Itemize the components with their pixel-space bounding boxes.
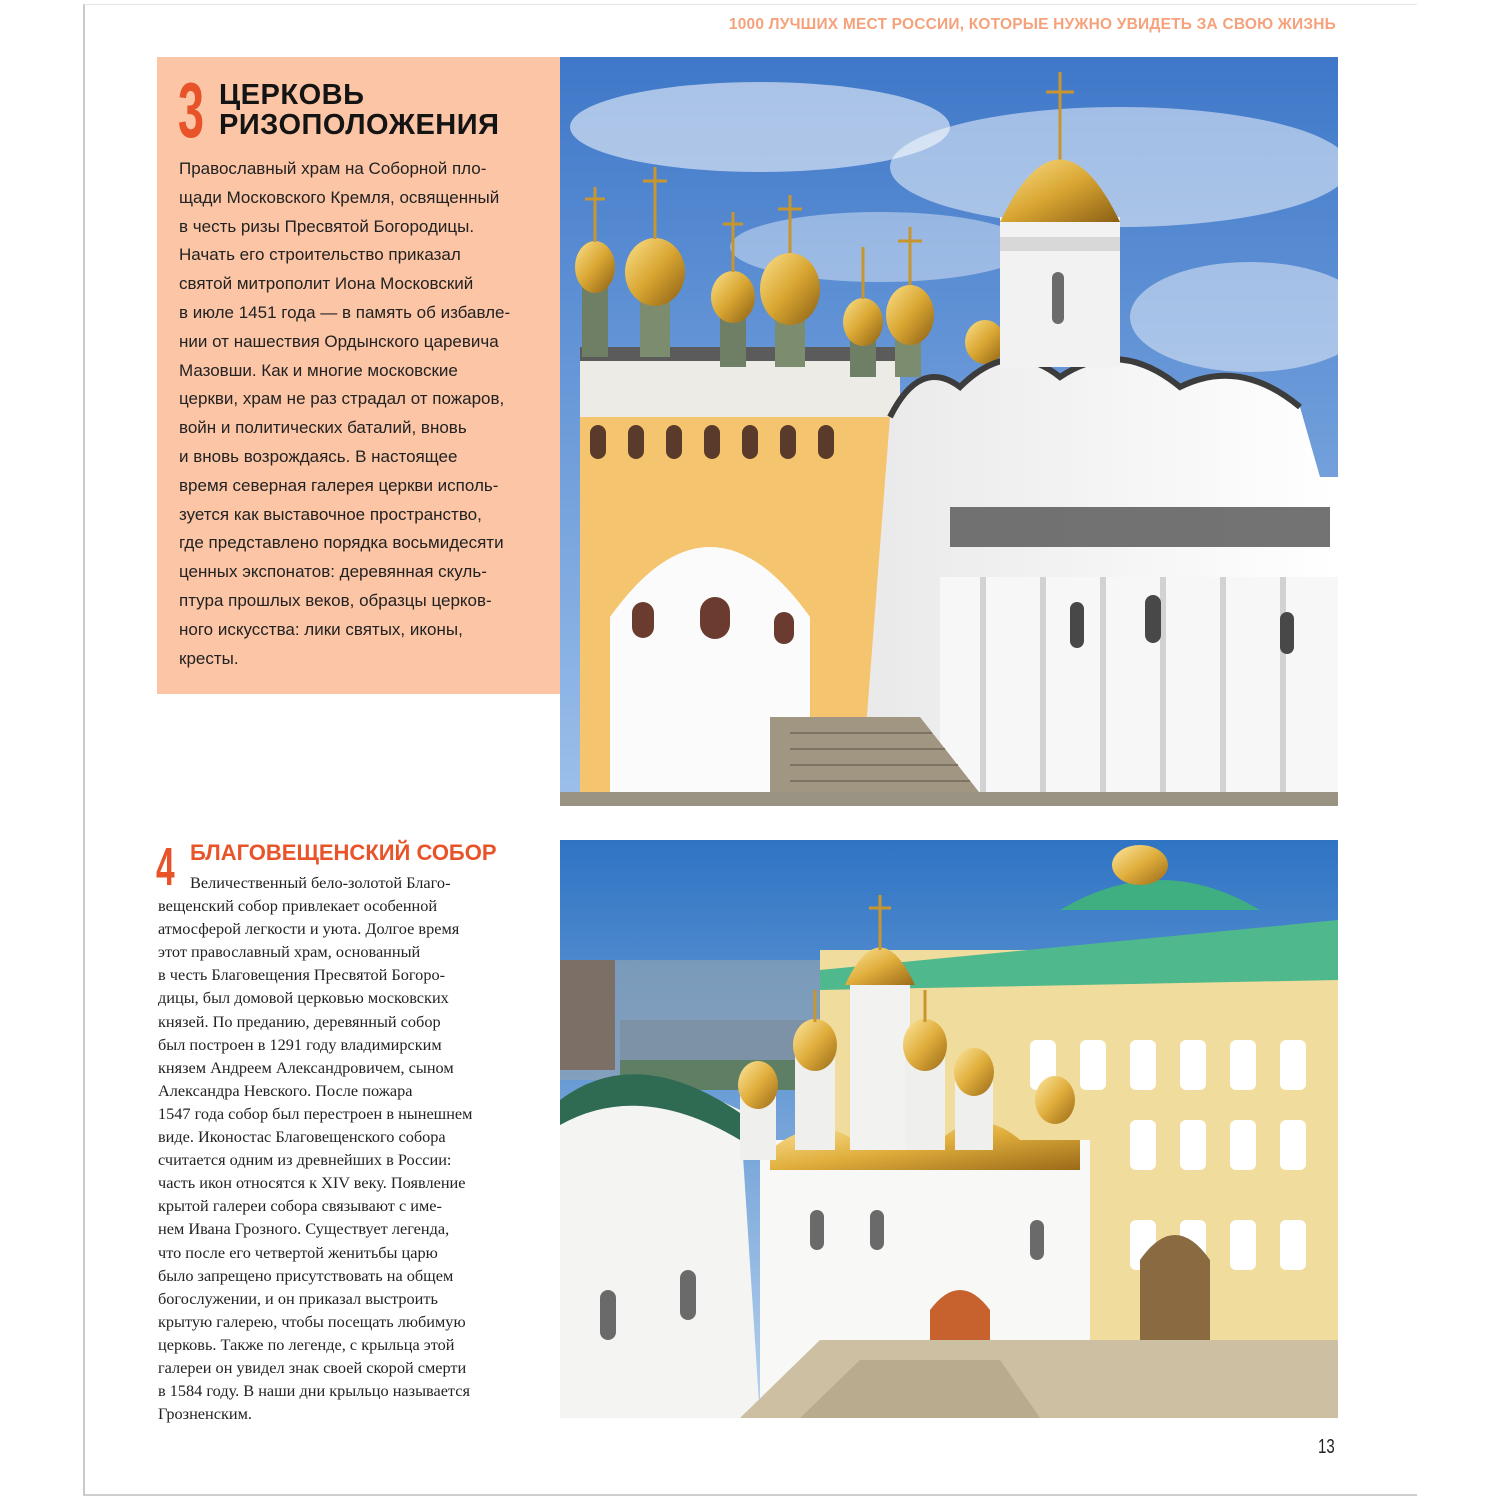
- running-head: 1000 ЛУЧШИХ МЕСТ РОССИИ, КОТОРЫЕ НУЖНО УВИДЕТЬ ЗА СВОЮ ЖИЗНЬ: [728, 16, 1336, 33]
- entry-4-rest: вещенский собор привлекает особенной атмосферой легкости и уюта. Долгое время этот православный храм, основанный в честь Благовещения Пресвятой Богоро- дицы, был домовой церковью московских князей. По преданию, деревянный собор был построен в 1291 году владимирским князем Андреем Александровичем, сыном Александра Невского. После пожара 1547 года собор был перестроен в нынешнем виде. Иконостас Благовещенского собора считается одним из древнейших в России: часть икон относятся к XIV веку. Появление крытой галереи собора связывают с име- нем Ивана Грозного. Существует легенда, что после его четвертой женитьбы царю было запрещено присутствовать на общем богослужении, и он приказал выстроить крытую галерею, чтобы посещать любимую церковь. Также по легенде, с крыльца этой галереи он увидел знак своей скорой смерти в 1584 году. В наши дни крыльцо называется Грозненским.: [158, 896, 473, 1424]
- entry-4-number: 4: [156, 837, 175, 897]
- cathedral-photo: [560, 840, 1338, 1418]
- church-photo: [560, 57, 1338, 806]
- entry-3-title: ЦЕРКОВЬ РИЗОПОЛОЖЕНИЯ: [219, 79, 500, 141]
- entry-4-title: БЛАГОВЕЩЕНСКИЙ СОБОР: [190, 840, 497, 865]
- entry-3-number: 3: [178, 66, 205, 154]
- entry-4-text: [158, 871, 540, 1425]
- page-number: 13: [1318, 1436, 1335, 1458]
- entry-3-text: Православный храм на Соборной пло- щади Московского Кремля, освященный в честь ризы Пресвятой Богородицы. Начать его строительство приказал святой митрополит Иона Московский в июле 1451 года — в память об избавле- нии от нашествия Ордынского царевича Мазовши. Как и многие московские церкви, храм не раз страдал от пожаров, войн и политических баталий, вновь и вновь возрождаясь. В настоящее время северная галерея церкви исполь- зуется как выставочное пространство, где представлено порядка восьмидесяти ценных экспонатов: деревянная скуль- птура прошлых веков, образцы церков- ного искусства: лики святых, иконы, кресты.: [179, 159, 511, 668]
- entry-4-first-line: Величественный бело-золотой Благо-: [190, 873, 451, 892]
